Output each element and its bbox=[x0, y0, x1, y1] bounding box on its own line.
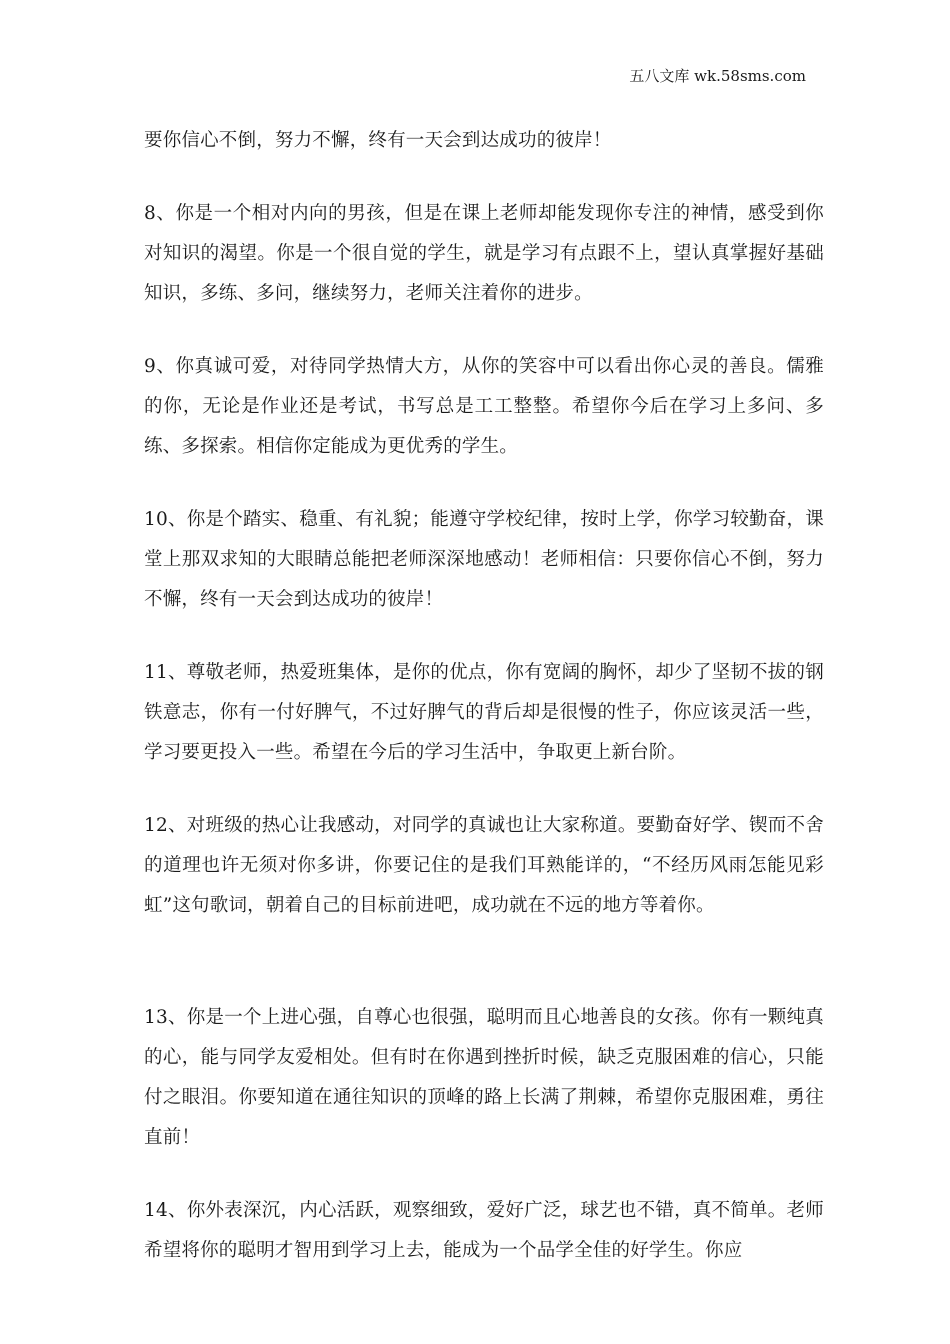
paragraph-comment-12: 12、对班级的热心让我感动，对同学的真诚也让大家称道。要勤奋好学、锲而不舍的道理也许无须对你多讲，你要记住的是我们耳熟能详的，“不经历风雨怎能见彩虹”这句歌词，朝着自己的目标前进吧，成功就在不远的地方等着你。 bbox=[144, 815, 824, 916]
paragraph-comment-10: 10、你是个踏实、稳重、有礼貌；能遵守学校纪律，按时上学，你学习较勤奋，课堂上那双求知的大眼睛总能把老师深深地感动！老师相信：只要你信心不倒，努力不懈，终有一天会到达成功的彼岸！ bbox=[144, 509, 824, 610]
page-header-source: 五八文库 wk.58sms.com bbox=[629, 67, 806, 85]
paragraph-comment-14: 14、你外表深沉，内心活跃，观察细致，爱好广泛，球艺也不错，真不简单。老师希望将你的聪明才智用到学习上去，能成为一个品学全佳的好学生。你应 bbox=[144, 1200, 824, 1261]
paragraph-comment-8: 8、你是一个相对内向的男孩，但是在课上老师却能发现你专注的神情，感受到你对知识的渴望。你是一个很自觉的学生，就是学习有点跟不上，望认真掌握好基础知识，多练、多问，继续努力，老师关注着你的进步。 bbox=[144, 203, 824, 304]
paragraph-comment-11: 11、尊敬老师，热爱班集体，是你的优点，你有宽阔的胸怀，却少了坚韧不拔的钢铁意志，你有一付好脾气，不过好脾气的背后却是很慢的性子，你应该灵活一些，学习要更投入一些。希望在今后的学习生活中，争取更上新台阶。 bbox=[144, 662, 824, 763]
paragraph-comment-9: 9、你真诚可爱，对待同学热情大方，从你的笑容中可以看出你心灵的善良。儒雅的你，无论是作业还是考试，书写总是工工整整。希望你今后在学习上多问、多练、多探索。相信你定能成为更优秀的学生。 bbox=[144, 356, 824, 457]
paragraph-continuation: 要你信心不倒，努力不懈，终有一天会到达成功的彼岸！ bbox=[144, 130, 612, 151]
document-body bbox=[144, 121, 824, 1304]
paragraph-comment-13: 13、你是一个上进心强，自尊心也很强，聪明而且心地善良的女孩。你有一颗纯真的心，能与同学友爱相处。但有时在你遇到挫折时候，缺乏克服困难的信心，只能付之眼泪。你要知道在通往知识的顶峰的路上长满了荆棘，希望你克服困难，勇往直前！ bbox=[144, 1007, 824, 1148]
